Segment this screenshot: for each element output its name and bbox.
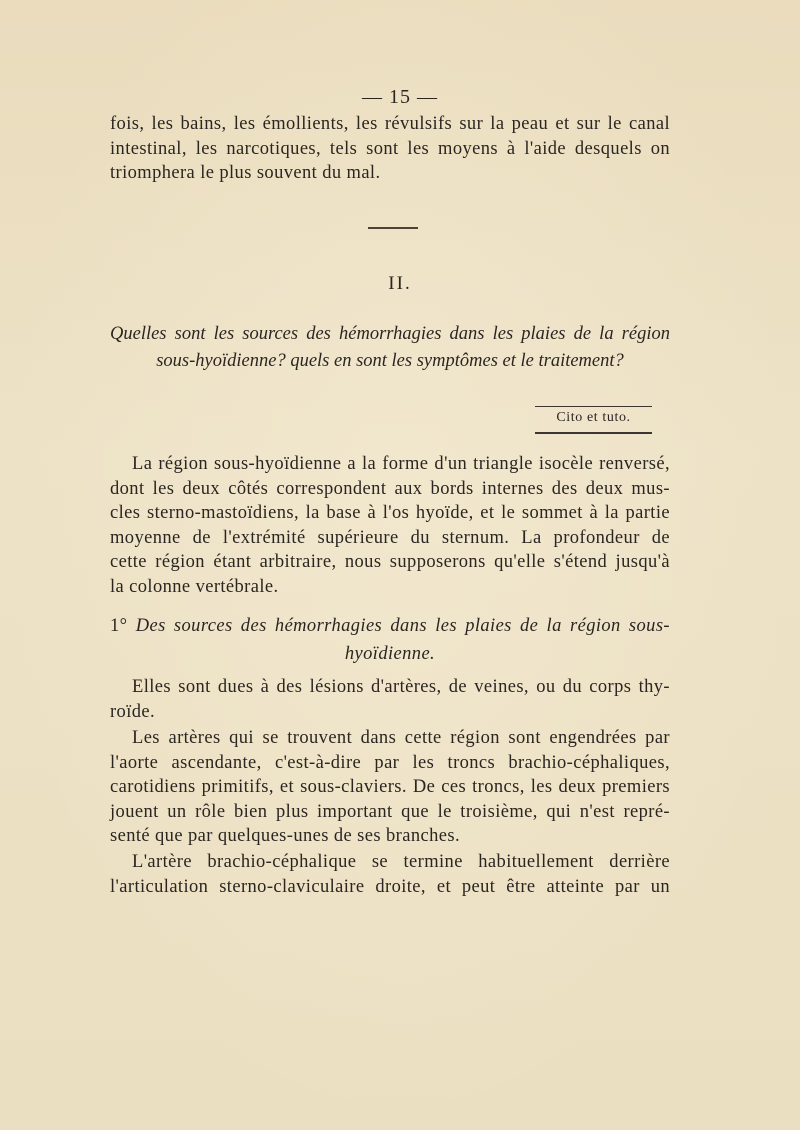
text-line: L'artère brachio-céphalique se termine habituellement derrière (132, 852, 670, 872)
text-line: dont les deux côtés correspondent aux bords internes des deux mus- (110, 478, 670, 499)
text-line: intestinal, les narcotiques, tels sont les moyens à l'aide desquels on (110, 138, 670, 159)
text-line: triomphera le plus souvent du mal. (110, 163, 381, 183)
paragraph-lesions (110, 675, 670, 724)
text-line: Elles sont dues à des lésions d'artères, de veines, ou du corps thy- (132, 677, 670, 697)
motto-rule-bottom (535, 432, 652, 434)
question-line: Quelles sont les sources des hémorrhagies dans les plaies de la région (110, 324, 670, 344)
text-line: cette région étant arbitraire, nous supposerons qu'elle s'étend jusqu'à (110, 552, 670, 572)
subheading-text: Des sources des hémorrhagies dans les plaies de la région sous- (135, 616, 670, 636)
intro-paragraph (110, 112, 670, 186)
subheading-line (110, 612, 670, 640)
text-line: Les artères qui se trouvent dans cette région sont engendrées par (132, 728, 670, 748)
page-number: — 15 — (362, 86, 438, 108)
subheading (110, 612, 670, 668)
question-line: sous-hyoïdienne? quels en sont les symptômes et le traitement? (156, 351, 624, 371)
text-line: l'aorte ascendante, c'est-à-dire par les troncs brachio-céphaliques, (110, 752, 670, 773)
text-line: La région sous-hyoïdienne a la forme d'un triangle isocèle renversé, (132, 454, 670, 474)
text-line: senté que par quelques-unes de ses branches. (110, 826, 460, 846)
paragraph-brachiocephalic (110, 850, 670, 899)
text-line: fois, les bains, les émollients, les révulsifs sur la peau et sur le canal (110, 114, 670, 134)
paragraph-arteries (110, 726, 670, 849)
subheading-line: hyoïdienne. (344, 644, 436, 664)
text-line: jouent un rôle bien plus important que le troisième, qui n'est repré- (110, 801, 670, 822)
section-number: II. (388, 273, 412, 294)
motto: Cito et tuto. (556, 410, 631, 425)
section-divider (368, 227, 418, 229)
text-line: la colonne vertébrale. (110, 576, 279, 597)
paragraph-region-description (110, 452, 670, 599)
text-line: roïde. (110, 701, 156, 722)
text-line: cles sterno-mastoïdiens, la base à l'os hyoïde, et le sommet à la partie (110, 503, 670, 523)
text-line: carotidiens primitifs, et sous-claviers. De ces troncs, les deux premiers (110, 777, 670, 797)
motto-rule-top (535, 406, 652, 407)
section-question (110, 321, 670, 375)
text-line: moyenne de l'extrémité supérieure du sternum. La profondeur de (110, 527, 670, 548)
text-line: l'articulation sterno-claviculaire droite, et peut être atteinte par un (110, 876, 670, 897)
subheading-number: 1° (110, 616, 128, 636)
